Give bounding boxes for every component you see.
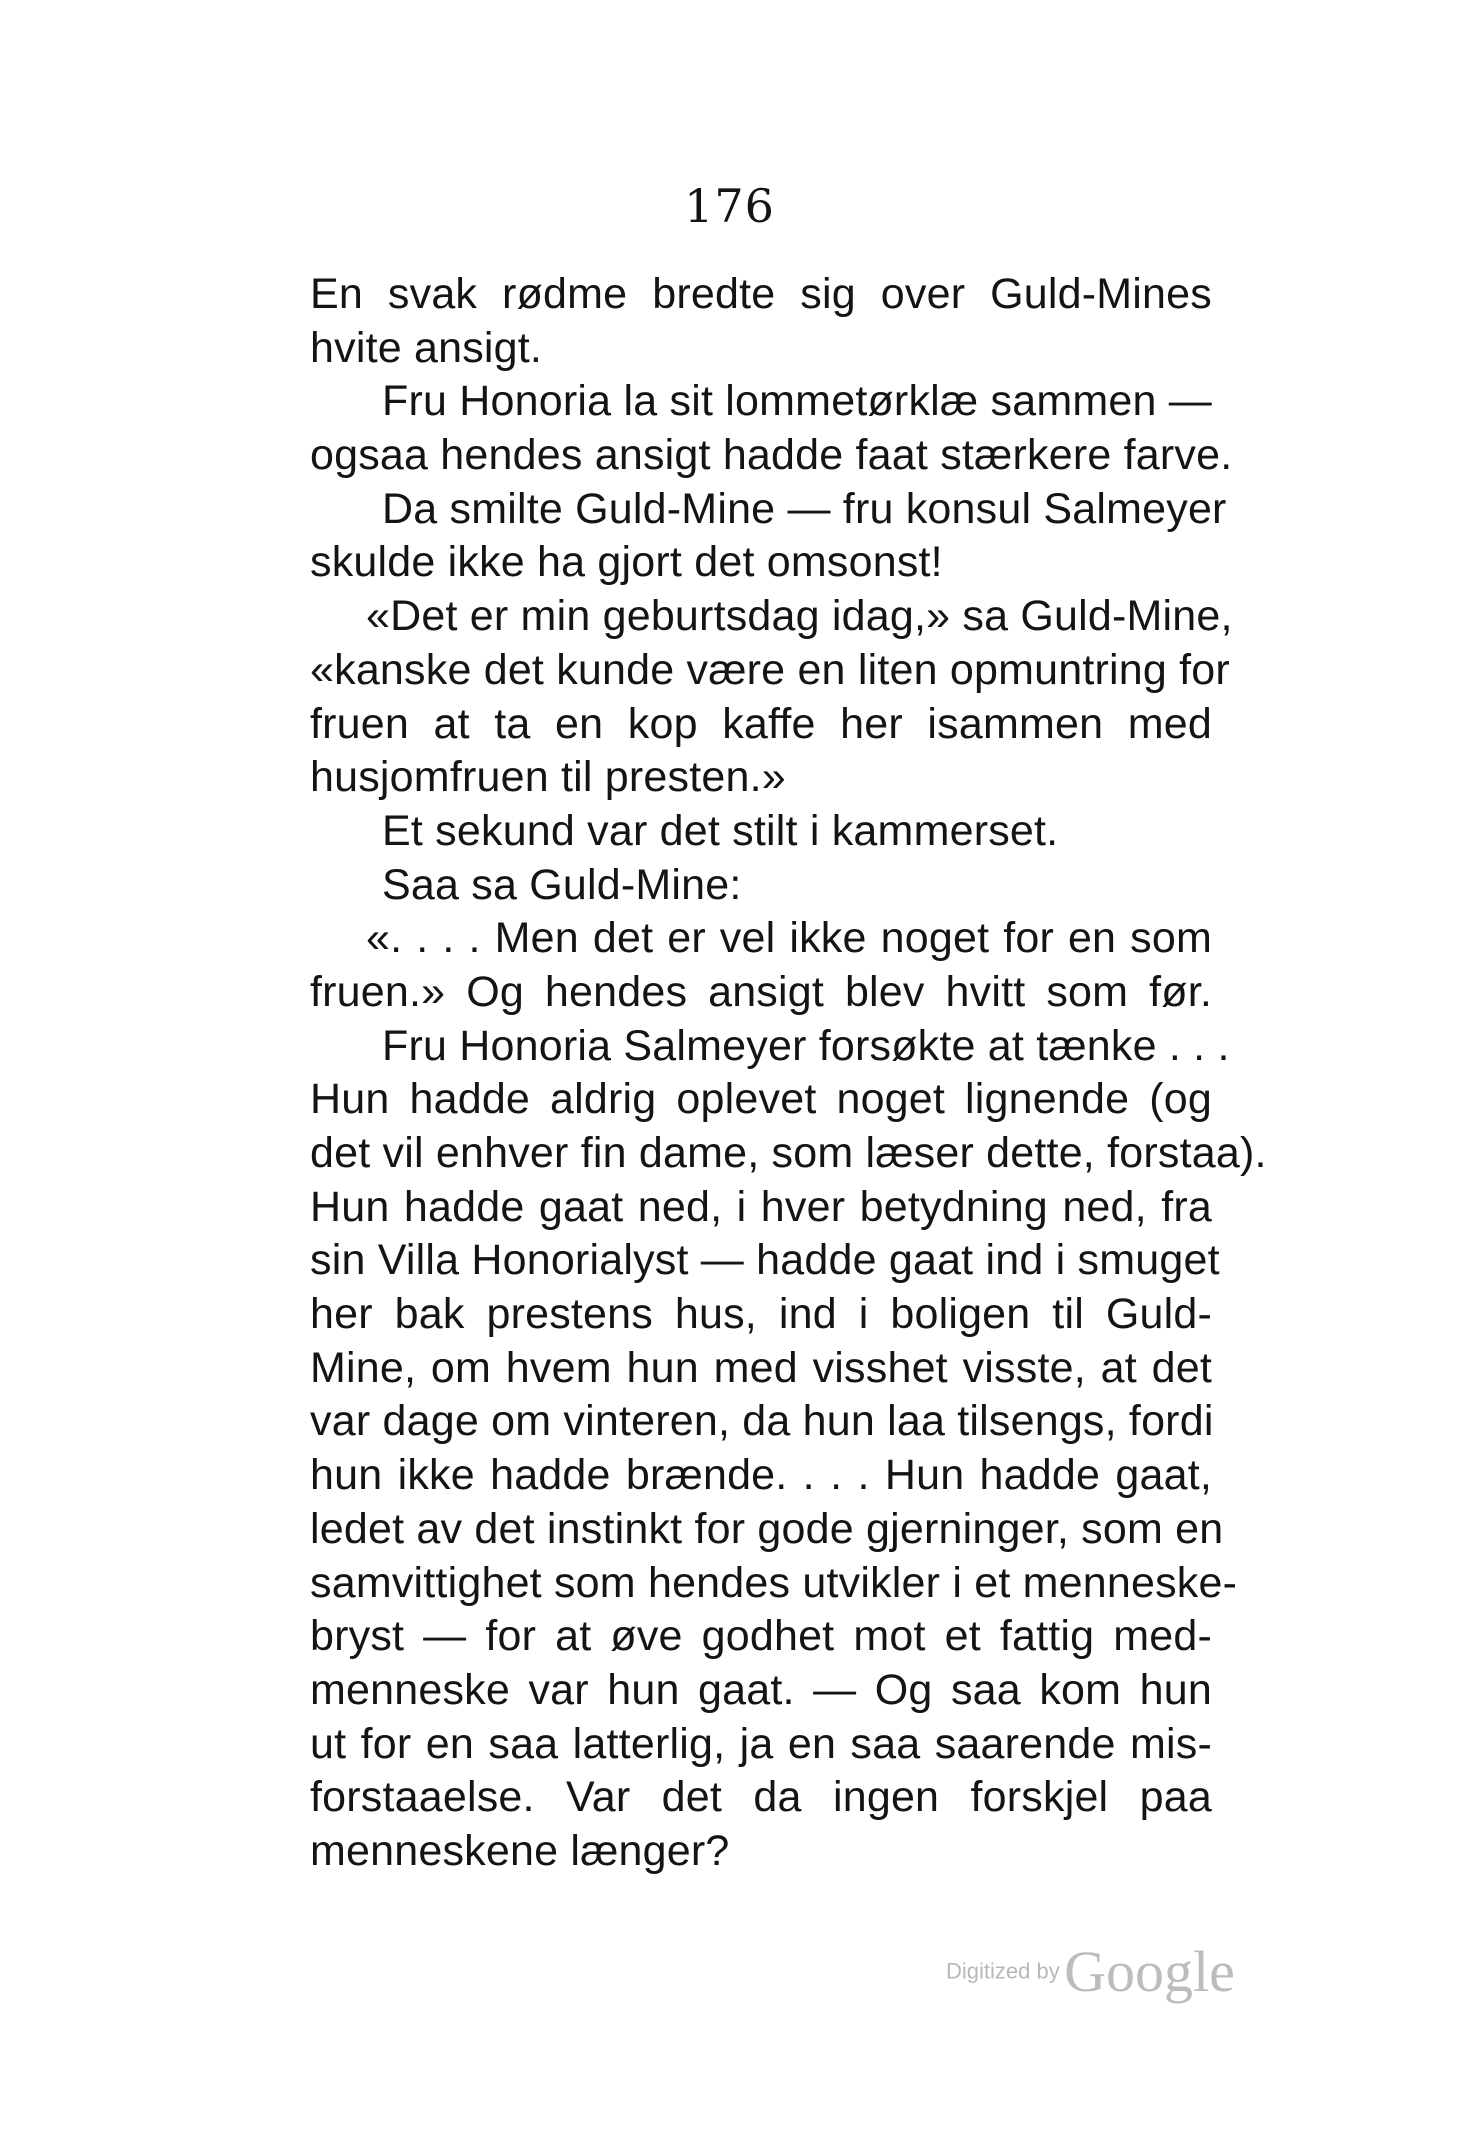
- text-line: her bak prestens hus, ind i boligen til Guld-: [310, 1290, 1212, 1339]
- body-text: [310, 268, 1267, 1879]
- text-line: var dage om vinteren, da hun laa tilsengs, fordi: [310, 1397, 1214, 1446]
- text-line: Mine, om hvem hun med visshet visste, at det: [310, 1343, 1212, 1392]
- text-line: Saa sa Guld-Mine:: [382, 860, 742, 909]
- text-line: fruen.» Og hendes ansigt blev hvitt som før.: [310, 967, 1212, 1016]
- text-line: skulde ikke ha gjort det omsonst!: [310, 538, 943, 587]
- text-line: Fru Honoria la sit lommetørklæ sammen —: [382, 377, 1212, 426]
- text-line: fruen at ta en kop kaffe her isammen med: [310, 699, 1212, 748]
- text-line: forstaaelse. Var det da ingen forskjel paa: [310, 1773, 1212, 1822]
- text-line: husjomfruen til presten.»: [310, 753, 786, 802]
- text-line: ledet av det instinkt for gode gjerninger, som en: [310, 1504, 1224, 1553]
- digitized-by-google-watermark: [946, 1938, 1235, 2005]
- text-line: samvittighet som hendes utvikler i et menneske-: [310, 1558, 1238, 1607]
- text-line: «. . . . Men det er vel ikke noget for en som: [366, 914, 1212, 963]
- text-line: det vil enhver fin dame, som læser dette, forstaa).: [310, 1129, 1267, 1177]
- text-line: Hun hadde aldrig oplevet noget lignende (og: [310, 1075, 1212, 1124]
- text-line: Fru Honoria Salmeyer forsøkte at tænke . . .: [382, 1021, 1230, 1070]
- google-logo: Google: [1064, 1939, 1235, 2004]
- text-line: menneske var hun gaat. — Og saa kom hun: [310, 1665, 1212, 1714]
- text-line: sin Villa Honorialyst — hadde gaat ind i smuget: [310, 1236, 1220, 1285]
- page-number: 176: [684, 179, 775, 233]
- text-line: ut for en saa latterlig, ja en saa saarende mis-: [310, 1719, 1212, 1768]
- text-line: Et sekund var det stilt i kammerset.: [382, 806, 1059, 855]
- text-line: hun ikke hadde brænde. . . . Hun hadde gaat,: [310, 1451, 1212, 1500]
- text-line: hvite ansigt.: [310, 323, 543, 372]
- text-line: Da smilte Guld-Mine — fru konsul Salmeyer: [382, 484, 1227, 533]
- text-line: En svak rødme bredte sig over Guld-Mines: [310, 270, 1212, 318]
- text-line: ogsaa hendes ansigt hadde faat stærkere farve.: [310, 431, 1233, 480]
- text-line: menneskene længer?: [310, 1826, 730, 1875]
- digitized-by-label: Digitized by: [946, 1958, 1060, 1984]
- text-line: Hun hadde gaat ned, i hver betydning ned, fra: [310, 1182, 1212, 1231]
- text-line: bryst — for at øve godhet mot et fattig med-: [310, 1612, 1212, 1661]
- text-line: «kanske det kunde være en liten opmuntring for: [310, 645, 1230, 694]
- text-line: «Det er min geburtsdag idag,» sa Guld-Mine,: [366, 592, 1233, 641]
